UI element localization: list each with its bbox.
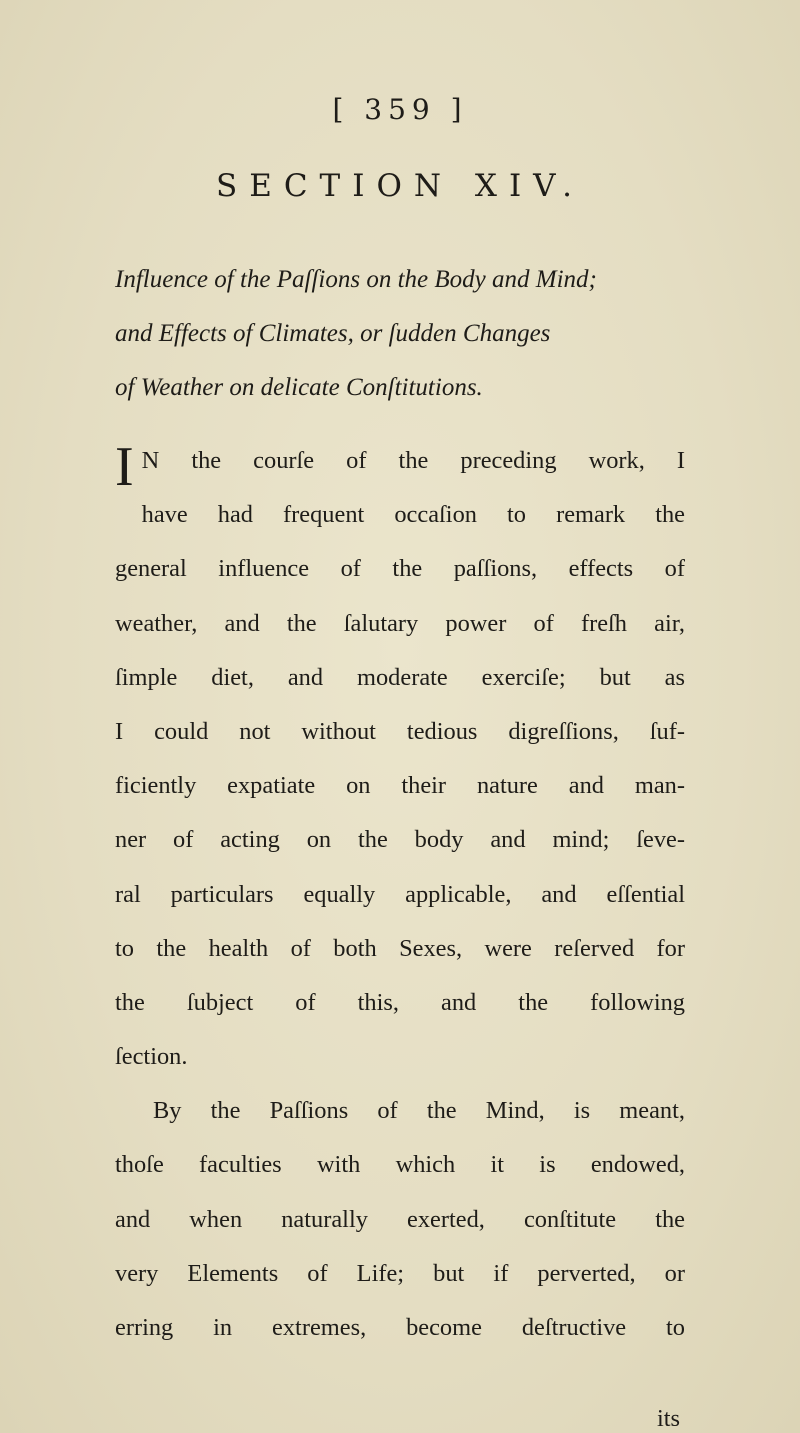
text-line: By the Paſſions of the Mind, is meant, <box>153 1097 685 1125</box>
subtitle-line: and Effects of Climates, or ſudden Changes <box>115 320 551 348</box>
text-line: thoſe faculties with which it is endowed, <box>115 1151 685 1179</box>
paragraph-1 <box>115 434 685 1084</box>
catchword: its <box>657 1405 681 1432</box>
text-line: ſimple diet, and moderate exerciſe; but as <box>115 663 685 691</box>
running-head-page-number: [ 359 ] <box>332 93 468 126</box>
text-line: ral particulars equally applicable, and eſſential <box>115 880 685 908</box>
section-subtitle <box>115 254 715 417</box>
paragraph-2 <box>115 1084 685 1355</box>
text-line: general influence of the paſſions, effects of <box>115 555 685 583</box>
text-line: very Elements of Life; but if perverted, or <box>115 1259 685 1287</box>
text-line: N the courſe of the preceding work, I <box>141 447 685 474</box>
section-heading: SECTION XIV. <box>215 168 585 204</box>
text-line: weather, and the ſalutary power of freſh air, <box>115 609 685 637</box>
text-line: ner of acting on the body and mind; ſeve- <box>115 826 685 854</box>
body-text <box>115 434 685 1355</box>
text-line: the ſubject of this, and the following <box>115 988 685 1016</box>
subtitle-line: of Weather on delicate Conſtitutions. <box>115 374 483 402</box>
text-line: and when naturally exerted, conſtitute the <box>115 1205 685 1233</box>
text-line: ſection. <box>115 1043 188 1071</box>
text-line: have had frequent occaſion to remark the <box>141 501 685 529</box>
text-line: erring in extremes, become deſtructive to <box>115 1314 685 1341</box>
drop-cap: I <box>115 436 134 498</box>
text-line: to the health of both Sexes, were reſerved for <box>115 934 685 962</box>
text-line: ficiently expatiate on their nature and man- <box>115 772 685 800</box>
text-line: I could not without tedious digreſſions, ſuf- <box>115 717 685 745</box>
subtitle-line: Influence of the Paſſions on the Body and Mind; <box>115 266 597 293</box>
